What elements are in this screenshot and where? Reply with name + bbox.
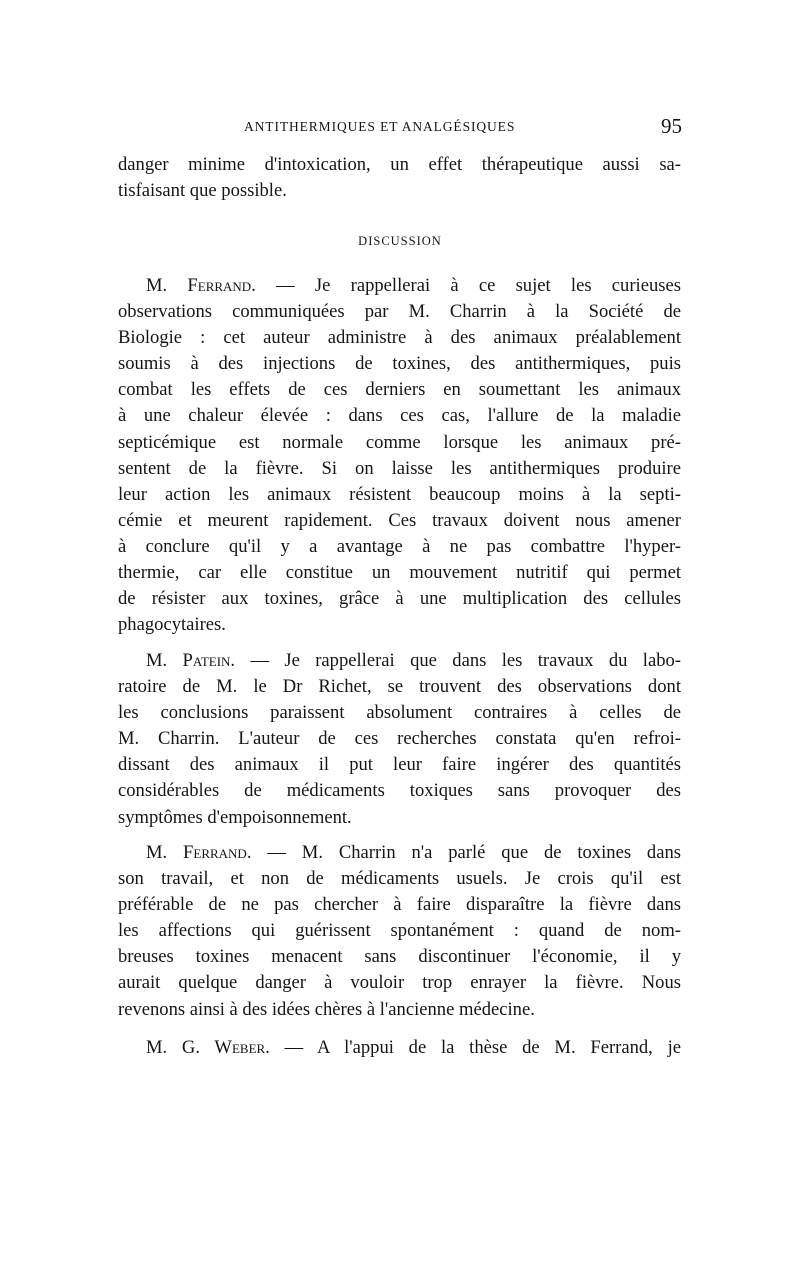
text-line: les affections qui guérissent spontanément : quand de nom- — [118, 920, 681, 942]
discussion-paragraph — [118, 273, 681, 638]
text-line: les conclusions paraissent absolument contraires à celles de — [118, 702, 681, 724]
text-line: observations communiquées par M. Charrin à la Société de — [118, 301, 681, 323]
opening-paragraph — [118, 152, 681, 204]
text-line: combat les effets de ces derniers en soumettant les animaux — [118, 379, 681, 401]
speaker-name: M. Ferrand. — [146, 275, 256, 296]
text-line: considérables de médicaments toxiques sans provoquer des — [118, 780, 681, 802]
section-heading: DISCUSSION — [358, 234, 442, 248]
text-line: thermie, car elle constitue un mouvement nutritif qui permet — [118, 562, 681, 584]
text-line: danger minime d'intoxication, un effet thérapeutique aussi sa- — [118, 154, 681, 175]
text-line: préférable de ne pas chercher à faire disparaître la fièvre dans — [118, 894, 681, 916]
text-line: sentent de la fièvre. Si on laisse les antithermiques produire — [118, 457, 681, 479]
text-line: ratoire de M. le Dr Richet, se trouvent des observations dont — [118, 676, 681, 698]
text-line: leur action les animaux résistent beaucoup moins à la septi- — [118, 483, 681, 505]
text-line: septicémique est normale comme lorsque les animaux pré- — [118, 431, 681, 453]
text-line: aurait quelque danger à vouloir trop enrayer la fièvre. Nous — [118, 972, 681, 994]
text-line: breuses toxines menacent sans discontinuer l'économie, il y — [118, 946, 681, 968]
text-line: à une chaleur élevée : dans ces cas, l'allure de la maladie — [118, 405, 681, 427]
text-line: revenons ainsi à des idées chères à l'ancienne médecine. — [118, 998, 535, 1020]
text-line-content: — M. Charrin n'a parlé que de toxines dans — [267, 842, 681, 863]
discussion-paragraph — [118, 1035, 681, 1061]
text-line: soumis à des injections de toxines, des antithermiques, puis — [118, 353, 681, 375]
text-line — [118, 1035, 681, 1061]
text-line: son travail, et non de médicaments usuels. Je crois qu'il est — [118, 868, 681, 890]
text-line — [118, 273, 681, 299]
text-line — [118, 840, 681, 866]
text-line: de résister aux toxines, grâce à une multiplication des cellules — [118, 588, 681, 610]
text-line: dissant des animaux il put leur faire ingérer des quantités — [118, 754, 681, 776]
text-line: tisfaisant que possible. — [118, 180, 287, 202]
running-title: ANTITHERMIQUES ET ANALGÉSIQUES — [244, 119, 516, 134]
running-header — [0, 114, 800, 141]
discussion-paragraph — [118, 648, 681, 831]
text-line — [118, 648, 681, 674]
text-line: phagocytaires. — [118, 614, 226, 636]
text-line: à conclure qu'il y a avantage à ne pas combattre l'hyper- — [118, 535, 681, 557]
page-number: 95 — [661, 114, 682, 138]
text-line-content: — Je rappellerai que dans les travaux du labo- — [250, 650, 681, 671]
text-line-content: — Je rappellerai à ce sujet les curieuses — [276, 275, 681, 296]
speaker-name: M. G. Weber. — [146, 1037, 270, 1058]
text-line-content: — A l'appui de la thèse de M. Ferrand, je — [284, 1037, 681, 1058]
speaker-name: M. Ferrand. — [146, 842, 252, 863]
text-line: Biologie : cet auteur administre à des animaux préalablement — [118, 327, 681, 349]
speaker-name: M. Patein. — [146, 650, 236, 671]
text-line: M. Charrin. L'auteur de ces recherches constata qu'en refroi- — [118, 728, 681, 750]
text-line: symptômes d'empoisonnement. — [118, 806, 352, 828]
discussion-paragraph — [118, 840, 681, 1023]
text-line: cémie et meurent rapidement. Ces travaux doivent nous amener — [118, 509, 681, 531]
